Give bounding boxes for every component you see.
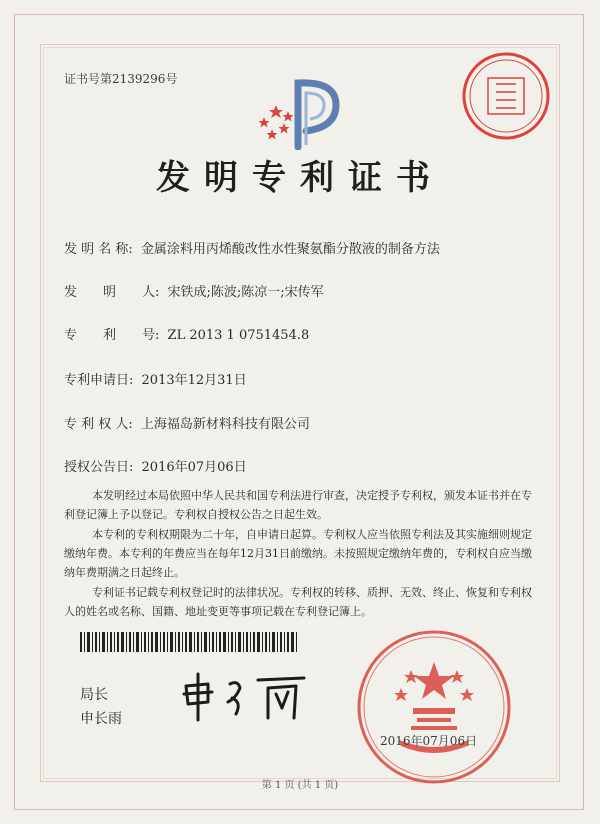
invention-name-label: 发 明 名 称: (64, 242, 133, 257)
paragraph-3-text: 专利证书记载专利权登记时的法律状况。专利权的转移、质押、无效、终止、恢复和专利权人的姓名或名称、国籍、地址变更等事项记载在专利登记簿上。 (64, 586, 532, 618)
patent-number-value: ZL 2013 1 0751454.8 (167, 328, 310, 343)
director-name: 申长雨 (80, 711, 122, 727)
patentee-value: 上海福岛新材料科技有限公司 (140, 417, 310, 432)
patentee-row (64, 413, 310, 432)
paragraph-2 (64, 525, 532, 582)
application-date-label: 专利申请日: (64, 373, 134, 388)
handwritten-signature (178, 668, 308, 724)
inventors-value: 宋铁成;陈波;陈凉一;宋传军 (167, 285, 324, 300)
seal-date: 2016年07月06日 (380, 734, 478, 748)
patent-number-row (64, 324, 309, 343)
certificate-number: 证书号第2139296号 (64, 72, 178, 86)
inventors-row (64, 281, 324, 300)
inventors-label: 发 明 人: (64, 285, 160, 300)
patentee-label: 专 利 权 人: (64, 417, 133, 432)
page-number: 第 1 页 (共 1 页) (261, 780, 339, 791)
patent-office-logo (248, 75, 358, 150)
barcode (80, 632, 300, 652)
paragraph-3 (64, 583, 532, 621)
director-title: 局长 (80, 687, 108, 703)
official-seal (355, 628, 513, 786)
invention-name-value: 金属涂料用丙烯酸改性水性聚氨酯分散液的制备方法 (140, 242, 440, 257)
grant-date-row (64, 456, 247, 475)
certificate-title: 发明专利证书 (156, 158, 444, 198)
grant-date-value: 2016年07月06日 (141, 460, 247, 475)
paragraph-2-text: 本专利的专利权期限为二十年，自申请日起算。专利权人应当依照专利法及其实施细则规定缴纳年费。本专利的年费应当在每年12月31日前缴纳。未按照规定缴纳年费的，专利权自应当缴纳年费期满之日起终止。 (64, 528, 532, 579)
application-date-row (64, 369, 247, 388)
invention-name-row (64, 238, 440, 257)
grant-date-label: 授权公告日: (64, 460, 134, 475)
paragraph-1 (64, 486, 532, 524)
top-seal (458, 48, 554, 144)
paragraph-1-text: 本发明经过本局依照中华人民共和国专利法进行审查，决定授予专利权，颁发本证书并在专利登记簿上予以登记。专利权自授权公告之日起生效。 (64, 489, 532, 521)
patent-number-label: 专 利 号: (64, 328, 160, 343)
application-date-value: 2013年12月31日 (141, 373, 247, 388)
